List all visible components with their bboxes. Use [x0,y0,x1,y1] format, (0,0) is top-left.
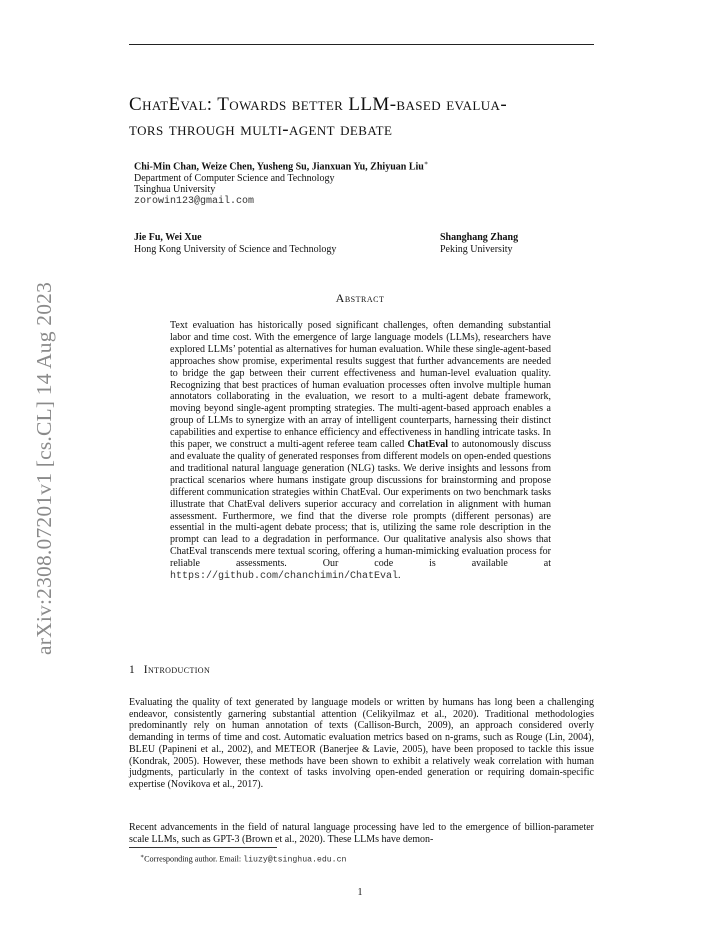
intro-paragraph-1: Evaluating the quality of text generated by language models or written by humans has long been a challenging endeavor, consistently garnering substantial attention (Celikyilmaz et al., 2020). Traditional methodologies predominantly rely on human annotation of texts (Callison-Burch, 2009), an approach considered overly demanding in terms of time and cost. Automatic evaluation metrics based on n-grams, such as Rouge (Lin, 2004), BLEU (Papineni et al., 2002), and METEOR (Banerjee & Lavie, 2005), have been proposed to tackle this issue (Kondrak, 2005). However, these methods have been shown to exhibit a relatively weak correlation with human judgments, particularly in the context of tasks involving open-ended generation or requiring domain-specific expertise (Novikova et al., 2017). [129,697,594,790]
author-names-2: Jie Fu, Wei Xue [134,232,202,243]
title-line-1: ChatEval: Towards better LLM-based evalua- [129,94,508,115]
affiliation-hkust: Hong Kong University of Science and Technology [134,243,337,255]
code-link[interactable]: https://github.com/chanchimin/ChatEval [170,571,399,583]
section-title: Introduction [143,664,211,676]
footnote [140,852,346,866]
section-heading-introduction [129,664,210,676]
affiliation-univ: Tsinghua University [134,184,216,196]
author-block-1 [134,158,428,207]
footnote-text: Corresponding author. Email: [144,854,242,864]
intro-paragraph-2: Recent advancements in the field of natural language processing have led to the emergence of billion-parameter scale LLMs, such as GPT-3 (Brown et al., 2020). These LLMs have demon- [129,822,594,845]
corresponding-mark: ∗ [423,160,429,167]
author-names-3: Shanghang Zhang [440,232,519,243]
footnote-rule [129,847,277,848]
top-rule [129,44,594,45]
affiliation-dept: Department of Computer Science and Technology [134,172,335,184]
footnote-mark: ∗ [140,854,145,860]
affiliation-pku: Peking University [440,243,513,255]
author-email[interactable]: zorowin123@gmail.com [134,195,255,207]
abstract-text-part-2: to autonomously discuss and evaluate the quality of generated responses from different models on open-ended questions and traditional natural language generation (NLG) tasks. We derive insights and lessons from practical scenarios where humans instigate group discussions for brainstorming and propose different communication strategies within ChatEval. Our experiments on two benchmark tasks illustrate that ChatEval delivers superior accuracy and correlation in alignment with human assessment. Furthermore, we find that the diverse role prompts (different personas) are essential in the multi-agent debate process; that is, utilizing the same role description in the prompt can lead to a degradation in performance. Our qualitative analysis also shows that ChatEval transcends mere textual scoring, offering a human-mimicking evaluation process for reliable assessments. Our code is available at [170,439,551,570]
abstract-end: . [398,570,401,582]
arxiv-id: arXiv:2308.07201v1 [cs.CL] 14 Aug 2023 [32,281,56,655]
page-number: 1 [357,887,363,898]
author-block-3 [440,232,518,255]
abstract-heading: Abstract [335,291,385,305]
paper-title [129,92,599,142]
abstract-body [170,320,551,583]
author-block-2 [134,232,336,255]
title-line-2: tors through multi-agent debate [129,119,393,140]
author-names-1: Chi-Min Chan, Weize Chen, Yusheng Su, Jianxuan Yu, Zhiyuan Liu [134,161,424,173]
abstract-bold-term: ChatEval [407,439,449,451]
footnote-email[interactable]: liuzy@tsinghua.edu.cn [243,855,347,865]
abstract-text-part-1: Text evaluation has historically posed significant challenges, often demanding substantial labor and time cost. With the emergence of large language models (LLMs), researchers have explored LLMs’ potential as alternatives for human evaluation. While these single-agent-based approaches show promise, experimental results suggest that further advancements are needed to bridge the gap between their current effectiveness and human-level evaluation quality. Recognizing that best practices of human evaluation processes often involve multiple human annotators collaborating in the evaluation, we resort to a multi-agent debate framework, moving beyond single-agent prompting strategies. The multi-agent-based approach enables a group of LLMs to synergize with an array of intelligent counterparts, harnessing their distinct capabilities and expertise to enhance efficiency and effectiveness in handling intricate tasks. In this paper, we construct a multi-agent referee team called [170,320,551,451]
section-number: 1 [129,664,135,676]
